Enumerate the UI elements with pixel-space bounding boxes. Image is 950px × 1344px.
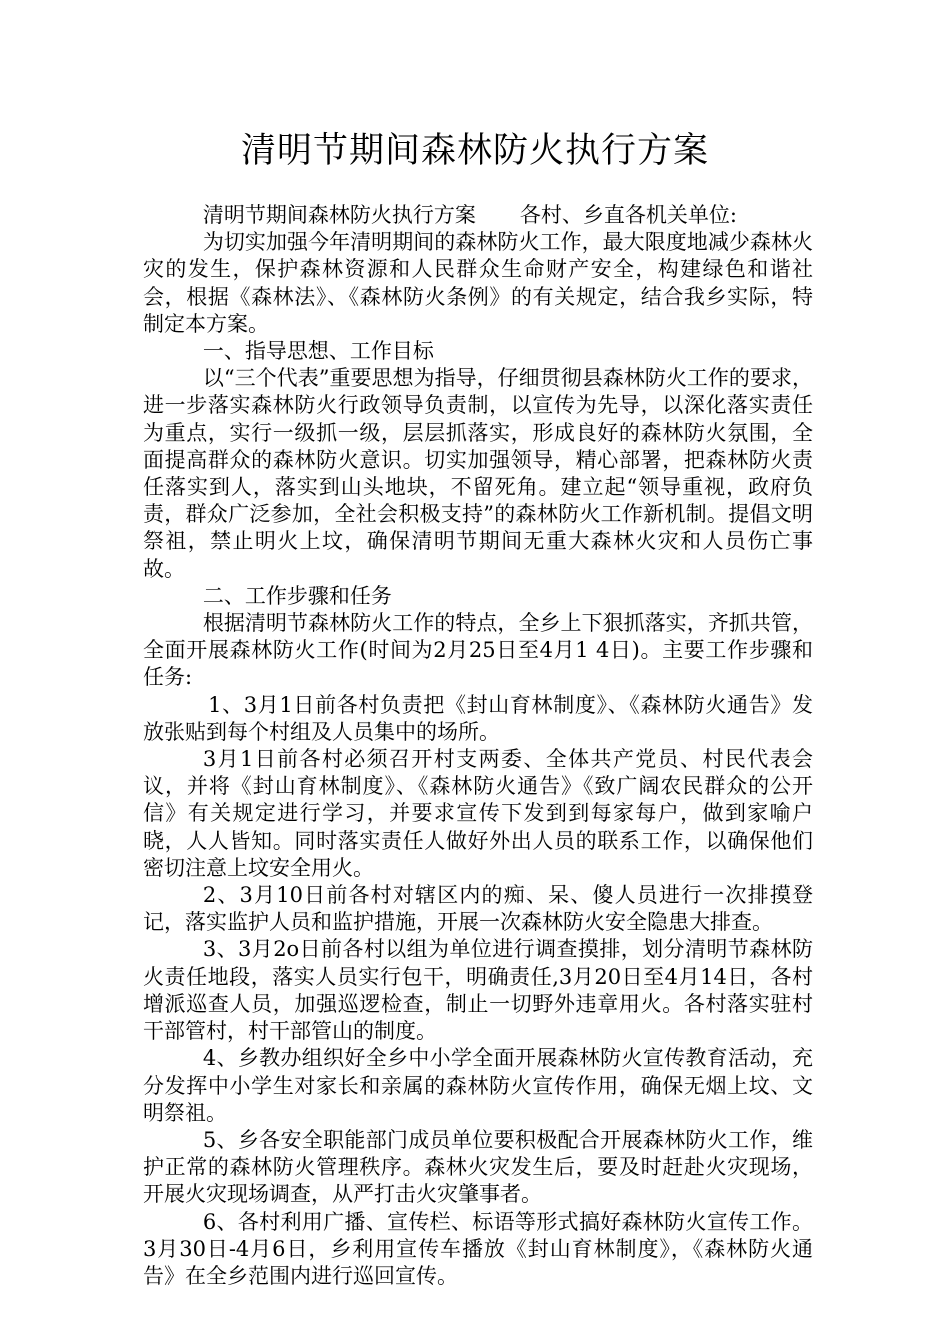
paragraph-step-5: 5、乡各安全职能部门成员单位要积极配合开展森林防火工作，维护正常的森林防火管理秩序。森林火灾发生后，要及时赶赴火灾现场，开展火灾现场调查，从严打击火灾肇事者。 xyxy=(143,1127,813,1207)
paragraph-intro: 为切实加强今年清明期间的森林防火工作，最大限度地减少森林火灾的发生，保护森林资源和人民群众生命财产安全，构建绿色和谐社会，根据《森林法》、《森林防火条例》的有关规定，结合我乡实际，特制定本方案。 xyxy=(143,230,813,336)
lead-line xyxy=(143,202,813,229)
document-body xyxy=(143,202,813,1290)
paragraph-step-3: 3、3月2o日前各村以组为单位进行调查摸排，划分清明节森林防火责任地段，落实人员实行包干，明确责任,3月20日至4月14日，各村增派巡查人员，加强巡逻检查，制止一切野外违章用火。各村落实驻村干部管村，村干部管山的制度。 xyxy=(143,937,813,1044)
paragraph-step-4: 4、乡教办组织好全乡中小学全面开展森林防火宣传教育活动，充分发挥中小学生对家长和亲属的森林防火宣传作用，确保无烟上坟、文明祭祖。 xyxy=(143,1046,813,1125)
lead-addressee: 各村、乡直各机关单位: xyxy=(519,203,737,227)
paragraph-step-6: 6、各村利用广播、宣传栏、标语等形式搞好森林防火宣传工作。3月30日-4月6日，乡利用宣传车播放《封山育林制度》，《森林防火通告》在全乡范围内进行巡回宣传。 xyxy=(143,1209,813,1288)
document-title: 清明节期间森林防火执行方案 xyxy=(240,131,709,171)
paragraph-work-steps-intro: 根据清明节森林防火工作的特点，全乡上下狠抓落实，齐抓共管，全面开展森林防火工作(时间为2月25日至4月1 4日)。主要工作步骤和任务: xyxy=(143,611,813,690)
paragraph-step-2: 2、3月10日前各村对辖区内的痴、呆、傻人员进行一次排摸登记，落实监护人员和监护措施，开展一次森林防火安全隐患大排查。 xyxy=(143,883,813,935)
lead-title: 清明节期间森林防火执行方案 xyxy=(202,203,476,227)
paragraph-guiding-thought: 以“三个代表”重要思想为指导，仔细贯彻县森林防火工作的要求，进一步落实森林防火行政领导负责制，以宣传为先导，以深化落实责任为重点，实行一级抓一级，层层抓落实，形成良好的森林防火氛围，全面提高群众的森林防火意识。切实加强领导，精心部署，把森林防火责任落实到人，落实到山头地块，不留死角。建立起“领导重视，政府负责，群众广泛参加，全社会积极支持”的森林防火工作新机制。提倡文明祭祖，禁止明火上坟，确保清明节期间无重大森林火灾和人员伤亡事故。 xyxy=(143,366,813,581)
heading-work-steps: 二、工作步骤和任务 xyxy=(202,583,392,608)
heading-guiding-thought: 一、指导思想、工作目标 xyxy=(202,339,434,364)
paragraph-step-1-detail: 3月1日前各村必须召开村支两委、全体共产党员、村民代表会议，并将《封山育林制度》、《森林防火通告》《致广阔农民群众的公开信》有关规定进行学习，并要求宣传下发到到每家每户，做到家喻户晓，人人皆知。同时落实责任人做好外出人员的联系工作，以确保他们密切注意上坟安全用火。 xyxy=(143,747,813,880)
paragraph-step-1: 1、3月1日前各村负责把《封山育林制度》、《森林防火通告》发放张贴到每个村组及人员集中的场所。 xyxy=(143,692,813,744)
